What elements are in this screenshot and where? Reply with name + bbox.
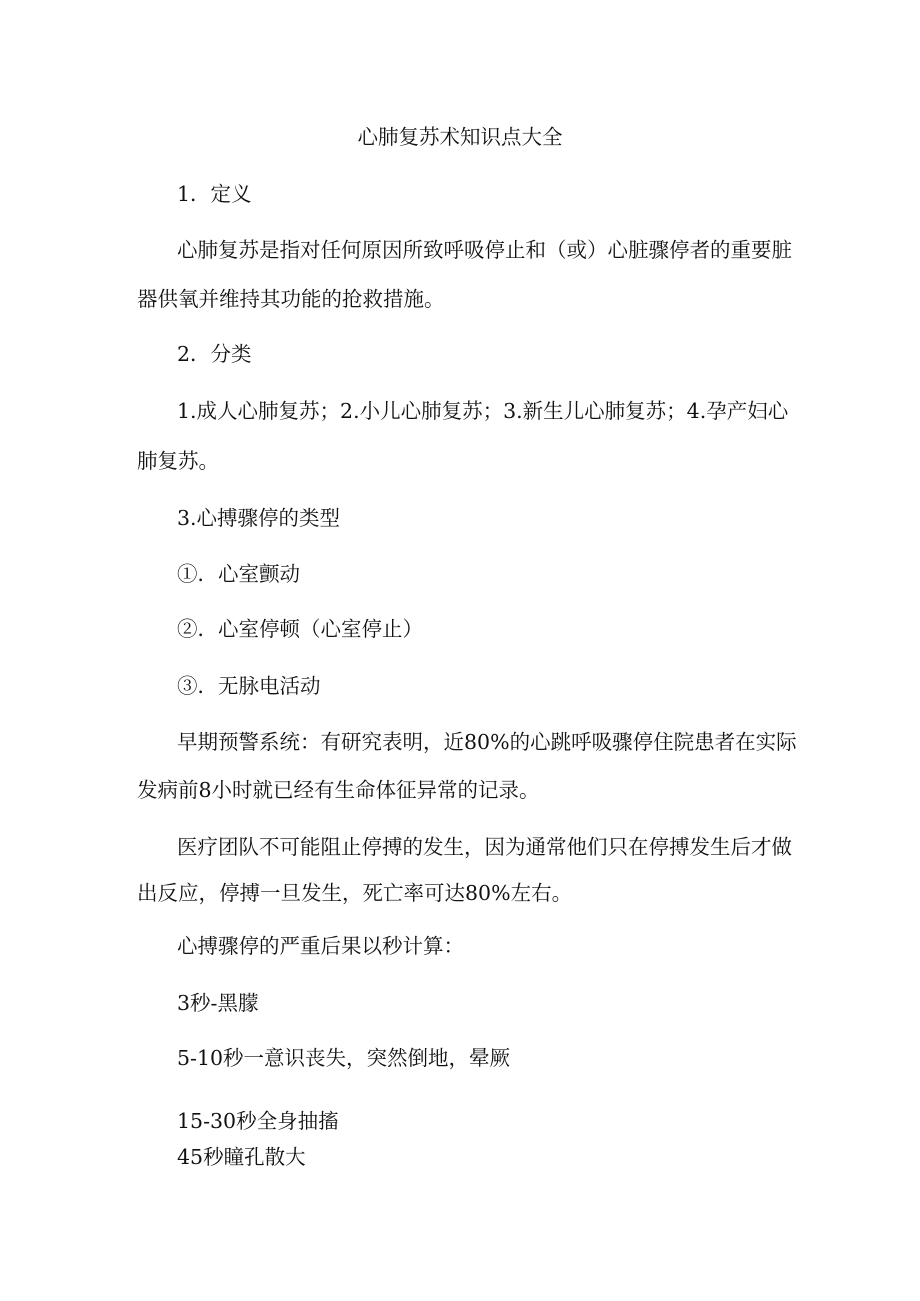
list-item: ①．心室颤动: [177, 562, 300, 586]
paragraph-line: 肺复苏。: [137, 449, 219, 473]
paragraph-line: 心肺复苏是指对任何原因所致呼吸停止和（或）心脏骤停者的重要脏: [177, 238, 792, 262]
list-item: 3秒-黑朦: [177, 991, 259, 1015]
section-heading-classification: 2．分类: [177, 342, 252, 366]
paragraph-line: 1.成人心肺复苏；2.小儿心肺复苏；3.新生儿心肺复苏；4.孕产妇心: [177, 399, 789, 423]
list-item: 15-30秒全身抽搐: [177, 1109, 339, 1133]
paragraph-line: 器供氧并维持其功能的抢救措施。: [137, 287, 445, 311]
document-title: 心肺复苏术知识点大全: [357, 125, 563, 149]
paragraph-line: 出反应，停搏一旦发生，死亡率可达80%左右。: [137, 881, 573, 905]
list-item: 5-10秒一意识丧失，突然倒地，晕厥: [177, 1046, 511, 1070]
list-item: ③．无脉电活动: [177, 674, 321, 698]
section-heading-arrest-types: 3.心搏骤停的类型: [177, 506, 341, 530]
paragraph-line: 早期预警系统：有研究表明，近80%的心跳呼吸骤停住院患者在实际: [177, 730, 797, 754]
section-heading-definition: 1．定义: [177, 182, 252, 206]
paragraph-line: 心搏骤停的严重后果以秒计算：: [177, 934, 464, 958]
list-item: 45秒瞳孔散大: [177, 1145, 306, 1169]
paragraph-line: 发病前8小时就已经有生命体征异常的记录。: [137, 778, 540, 802]
paragraph-line: 医疗团队不可能阻止停搏的发生，因为通常他们只在停搏发生后才做: [177, 835, 792, 859]
list-item: ②．心室停顿（心室停止）: [177, 617, 423, 641]
